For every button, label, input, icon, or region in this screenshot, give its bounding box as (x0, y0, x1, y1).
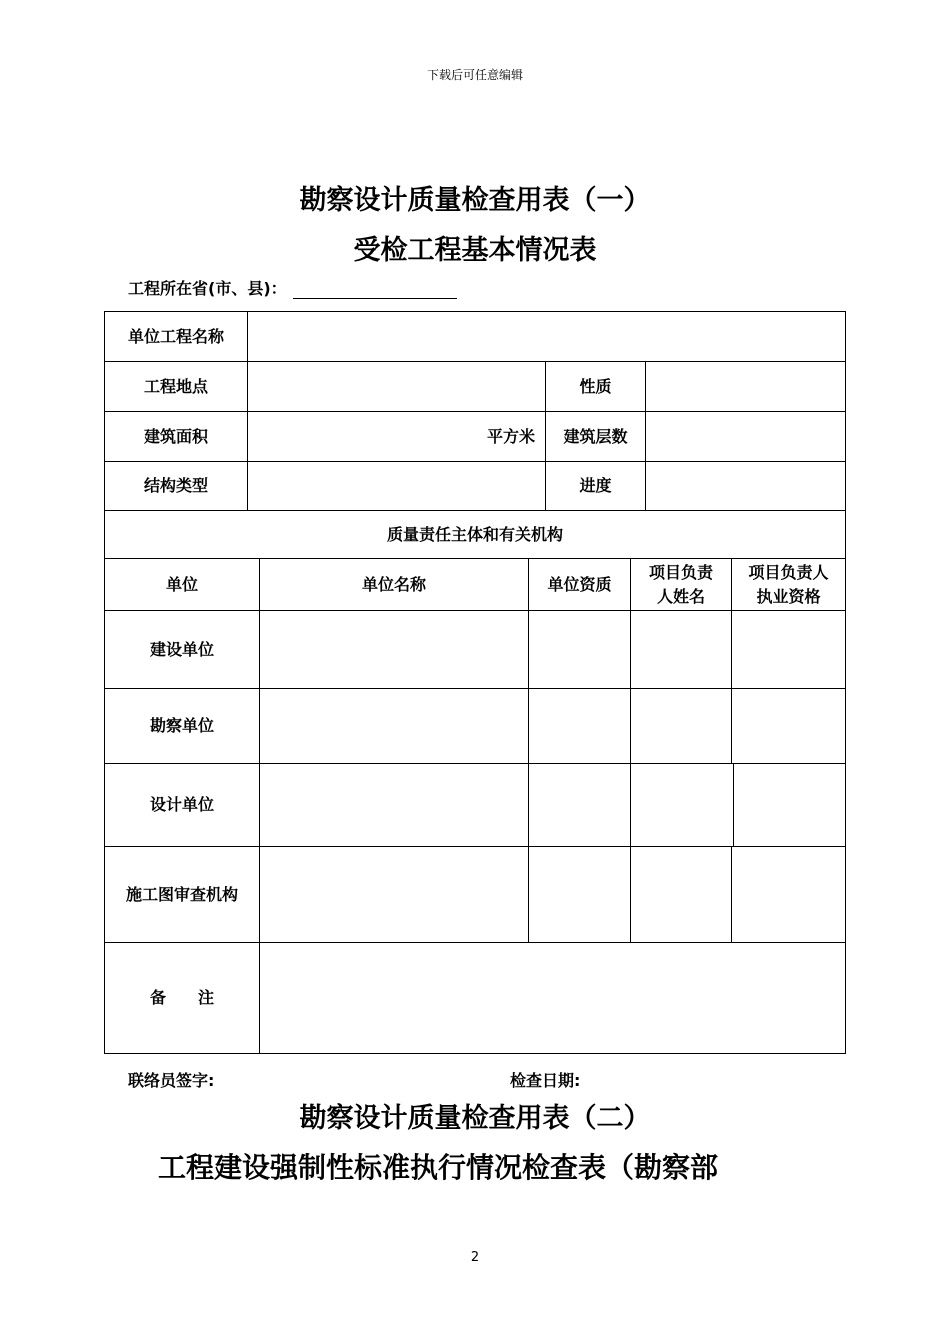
page-number: 2 (470, 1250, 480, 1265)
floors-value[interactable] (646, 412, 845, 461)
row-design-unit: 设计单位 (149, 795, 214, 814)
row-survey-unit: 勘察单位 (149, 716, 214, 735)
project-name-value[interactable] (248, 312, 845, 361)
table-border-bottom (104, 1053, 846, 1054)
structure-value[interactable] (248, 462, 545, 510)
row-remarks: 备 注 (149, 988, 214, 1007)
nature-value[interactable] (646, 362, 845, 411)
area-unit: 平方米 (486, 426, 535, 446)
section-header: 质量责任主体和有关机构 (386, 524, 563, 544)
form-title-1: 勘察设计质量检查用表（一） (299, 185, 651, 216)
table-line (630, 558, 631, 942)
structure-label: 结构类型 (143, 476, 208, 495)
nature-label: 性质 (579, 376, 612, 396)
col-pm-qual-line1: 项目负责人 (748, 562, 829, 582)
progress-value[interactable] (646, 462, 845, 510)
floors-label: 建筑层数 (563, 426, 628, 446)
table-line (733, 763, 734, 846)
row-construction-unit: 建设单位 (149, 639, 214, 659)
location-label: 工程所在省(市、县)： (128, 279, 287, 298)
remarks-value[interactable] (260, 943, 845, 1053)
form-title-2: 勘察设计质量检查用表（二） (299, 1103, 651, 1134)
header-note: 下载后可任意编辑 (426, 68, 523, 82)
location-blank[interactable] (293, 280, 457, 299)
col-pm-name-line1: 项目负责 (648, 562, 713, 582)
project-name-label: 单位工程名称 (127, 326, 224, 346)
location-field (128, 276, 457, 299)
site-label: 工程地点 (143, 376, 208, 396)
col-unit: 单位 (165, 574, 198, 594)
row-review-agency: 施工图审查机构 (125, 884, 238, 904)
area-value[interactable] (248, 412, 545, 461)
col-pm-name-line2: 人姓名 (656, 586, 705, 606)
col-unit-name: 单位名称 (361, 574, 426, 594)
table-line (731, 846, 732, 942)
form-subtitle-2: 工程建设强制性标准执行情况检查表（勘察部 (158, 1151, 719, 1184)
area-label: 建筑面积 (143, 426, 208, 446)
site-value[interactable] (248, 362, 545, 411)
progress-label: 进度 (579, 476, 612, 495)
liaison-signature-label: 联络员签字: (128, 1071, 215, 1090)
col-pm-qual-line2: 执业资格 (756, 586, 821, 606)
form-subtitle-1: 受检工程基本情况表 (353, 235, 597, 266)
inspection-date-label: 检查日期: (510, 1071, 581, 1090)
col-pm-name (631, 559, 731, 610)
table-line (528, 558, 529, 942)
col-qualification: 单位资质 (547, 574, 612, 594)
col-pm-qual (732, 559, 845, 610)
table-border-right (845, 311, 846, 1053)
